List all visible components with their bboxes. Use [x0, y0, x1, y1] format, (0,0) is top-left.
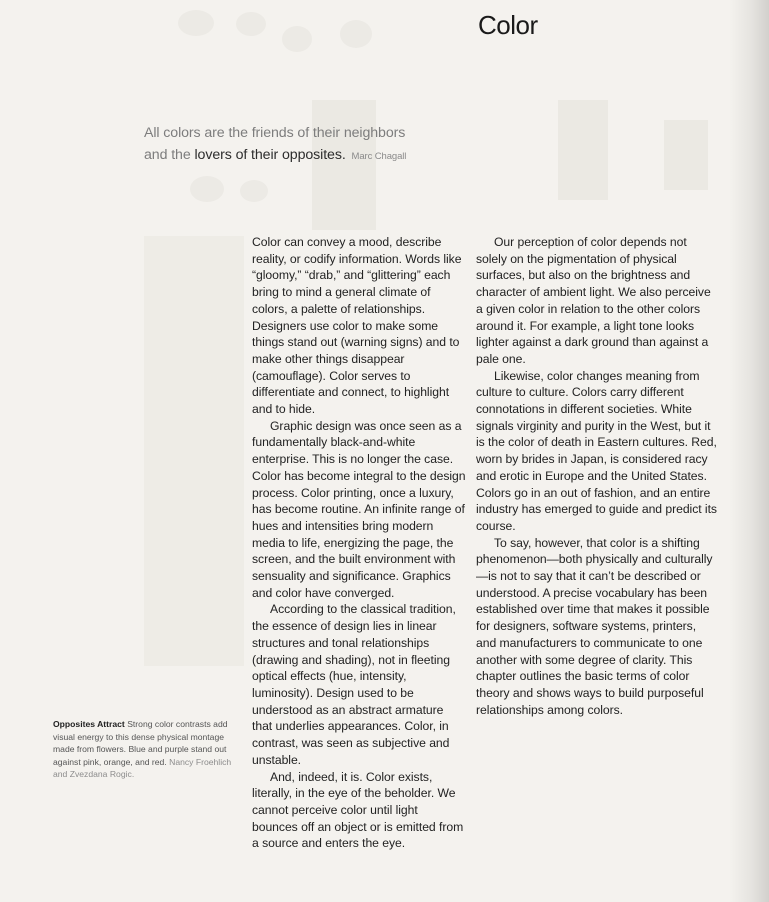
- page-spine-shadow: [729, 0, 769, 902]
- paragraph: Our perception of color depends not solely on the pigmentation of physical surfaces, but also on the brightness and character of ambient light. We also perceive a given color in relation to the other colors around it. For example, a light tone looks lighter against a dark ground than against a pale one.: [476, 235, 711, 366]
- paragraph: According to the classical tradition, the essence of design lies in linear structures and tonal relationships (drawing and shading), not in fleeting optical effects (hue, intensity, luminosity). Design used to be understood as an abstract armature that underlies appearances. Color, in contrast, was seen as subjective and unstable.: [252, 602, 456, 767]
- body-column-1: [252, 234, 466, 852]
- epigraph-author: Marc Chagall: [351, 151, 407, 162]
- show-through-blob: [178, 10, 214, 36]
- paragraph: To say, however, that color is a shifting phenomenon—both physically and culturally—is not to say that it can’t be described or understood. A precise vocabulary has been established over time that makes it possible for designers, software systems, printers, and manufacturers to communicate to one another with some degree of clarity. This chapter outlines the basic terms of color theory and shows ways to build purposeful relationships among colors.: [476, 535, 713, 717]
- figure-caption: [53, 718, 243, 781]
- show-through-blob: [236, 12, 266, 36]
- epigraph-line-2: and the: [144, 147, 195, 163]
- show-through-block: [144, 236, 244, 666]
- show-through-blob: [340, 20, 372, 48]
- paragraph: Likewise, color changes meaning from culture to culture. Colors carry different connotations in different societies. White signals virginity and purity in the West, but it is the color of death in Eastern cultures. Red, worn by brides in Japan, is considered racy and erotic in Europe and the United States. Colors go in an out of fashion, and an entire industry has emerged to guide and predict its course.: [476, 368, 717, 533]
- caption-credit: Nancy Froehlich and Zvezdana Rogic.: [53, 756, 232, 780]
- show-through-block: [664, 120, 708, 190]
- epigraph-line-1: All colors are the friends of their neighbors: [144, 125, 406, 141]
- caption-text: Strong color contrasts add visual energy to this dense physical montage made from flowers. Blue and purple stand out against pink, orange, and red.: [53, 719, 228, 767]
- paragraph: Graphic design was once seen as a fundamentally black-and-white enterprise. This is no longer the case. Color has become integral to the design process. Color printing, once a luxury, has become routine. An infinite range of hues and intensities bring modern media to life, energizing the page, the screen, and the built environment with sensuality and significance. Graphics and color have converged.: [252, 418, 466, 600]
- caption-heading: Opposites Attract: [53, 719, 125, 729]
- paragraph: And, indeed, it is. Color exists, literally, in the eye of the beholder. We cannot perceive color until light bounces off an object or is emitted from a source and enters the eye.: [252, 769, 464, 851]
- body-column-2: [476, 234, 718, 718]
- epigraph-emphasis: lovers of their opposites.: [194, 147, 346, 163]
- show-through-blob: [282, 26, 312, 52]
- paragraph: Color can convey a mood, describe reality, or codify information. Words like “gloomy,” “drab,” and “glittering” each bring to mind a general climate of colors, a palette of relationships. Designers use color to make some things stand out (warning signs) and to make other things disappear (camouflage). Color serves to differentiate and connect, to highlight and to hide.: [252, 235, 462, 417]
- show-through-block: [558, 100, 608, 200]
- show-through-blob: [240, 180, 268, 202]
- epigraph: [144, 122, 444, 168]
- page-title: Color: [478, 10, 538, 40]
- show-through-blob: [190, 176, 224, 202]
